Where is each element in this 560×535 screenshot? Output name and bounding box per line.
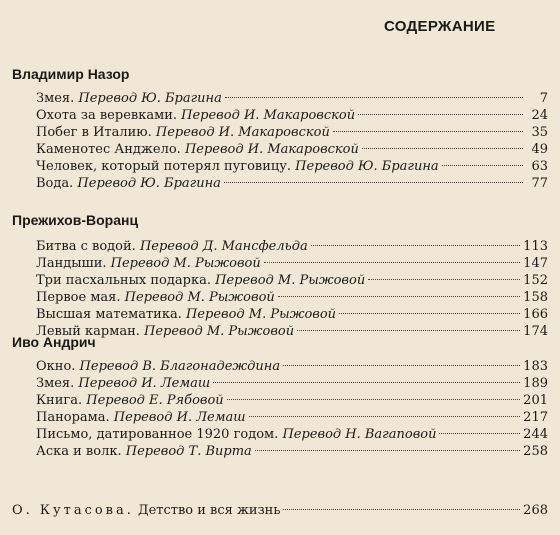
entry-page-number: 152 xyxy=(523,273,548,288)
entry-title: Аска и волк. xyxy=(36,444,122,459)
toc-entry[interactable] xyxy=(36,124,548,141)
entry-translator: Перевод Н. Вагаповой xyxy=(282,427,437,442)
toc-entry[interactable] xyxy=(36,107,548,124)
entry-title: Каменотес Анджело. xyxy=(36,142,181,157)
toc-entry[interactable] xyxy=(36,426,548,443)
dot-leader xyxy=(368,279,520,280)
entry-title: Ландыши. xyxy=(36,256,107,271)
dot-leader xyxy=(333,131,523,132)
entry-translator: Перевод И. Лемаш xyxy=(78,376,211,391)
toc-entry[interactable] xyxy=(36,141,548,158)
entry-page-number: 183 xyxy=(523,359,548,374)
toc-entry[interactable] xyxy=(36,175,548,192)
dot-leader xyxy=(278,296,520,297)
entry-page-number: 77 xyxy=(531,176,548,191)
entry-translator: Перевод И. Макаровской xyxy=(184,142,359,157)
entry-page-number: 35 xyxy=(531,125,548,140)
entry-title: Первое мая. xyxy=(36,290,121,305)
dot-leader xyxy=(339,313,520,314)
dot-leader xyxy=(249,416,521,417)
toc-entry[interactable] xyxy=(36,238,548,255)
entry-page-number: 158 xyxy=(523,290,548,305)
toc-entry[interactable] xyxy=(36,289,548,306)
entry-translator: Перевод Ю. Брагина xyxy=(77,176,221,191)
entry-page-number: 189 xyxy=(523,376,548,391)
entry-page-number: 147 xyxy=(523,256,548,271)
dot-leader xyxy=(283,365,520,366)
toc-entry[interactable] xyxy=(36,158,548,175)
entry-title: Панорама. xyxy=(36,410,110,425)
section-entries xyxy=(36,238,548,340)
entry-title: Детство и вся жизнь xyxy=(138,503,281,518)
entry-title: Окно. xyxy=(36,359,76,374)
entry-translator: Перевод М. Рыжовой xyxy=(215,273,366,288)
section-author: Владимир Назор xyxy=(12,66,130,82)
entry-translator: Перевод Е. Рябовой xyxy=(86,393,224,408)
dot-leader xyxy=(358,114,523,115)
dot-leader xyxy=(224,182,523,183)
entry-translator: Перевод Ю. Брагина xyxy=(78,91,222,106)
section-author: Прежихов-Воранц xyxy=(12,212,139,228)
entry-title: Человек, который потерял пуговицу. xyxy=(36,159,292,174)
entry-page-number: 174 xyxy=(523,324,548,339)
toc-entry[interactable] xyxy=(12,502,548,519)
entry-page-number: 258 xyxy=(523,444,548,459)
toc-entry[interactable] xyxy=(36,323,548,340)
section-author: Иво Андрич xyxy=(12,334,96,350)
entry-page-number: 7 xyxy=(539,91,548,106)
page-title: СОДЕРЖАНИЕ xyxy=(384,18,496,35)
entry-translator: Перевод М. Рыжовой xyxy=(144,324,295,339)
dot-leader xyxy=(442,165,523,166)
entry-title: Змея. xyxy=(36,91,75,106)
dot-leader xyxy=(439,433,520,434)
entry-translator: Перевод М. Рыжовой xyxy=(110,256,261,271)
entry-page-number: 217 xyxy=(523,410,548,425)
dot-leader xyxy=(264,262,520,263)
toc-entry[interactable] xyxy=(36,90,548,107)
entry-title: Побег в Италию. xyxy=(36,125,152,140)
entry-page-number: 24 xyxy=(531,108,548,123)
entry-page-number: 166 xyxy=(523,307,548,322)
entry-translator: Перевод И. Макаровской xyxy=(155,125,330,140)
section-entries xyxy=(36,358,548,460)
dot-leader xyxy=(255,450,520,451)
entry-title: Вода. xyxy=(36,176,74,191)
entry-page-number: 201 xyxy=(523,393,548,408)
toc-entry[interactable] xyxy=(36,255,548,272)
epilogue-author: О. Кутасова. xyxy=(12,503,134,518)
entry-translator: Перевод Т. Вирта xyxy=(125,444,252,459)
toc-entry[interactable] xyxy=(36,272,548,289)
entry-title: Охота за веревками. xyxy=(36,108,177,123)
entry-page-number: 49 xyxy=(531,142,548,157)
toc-entry[interactable] xyxy=(36,392,548,409)
dot-leader xyxy=(213,382,520,383)
entry-title: Письмо, датированное 1920 годом. xyxy=(36,427,279,442)
entry-translator: Перевод М. Рыжовой xyxy=(185,307,337,322)
dot-leader xyxy=(362,148,523,149)
dot-leader xyxy=(283,509,520,510)
epilogue-entry xyxy=(12,502,548,519)
entry-title: Битва с водой. xyxy=(36,239,136,254)
entry-page-number: 244 xyxy=(523,427,548,442)
entry-translator: Перевод И. Макаровской xyxy=(181,108,356,123)
entry-title: Книга. xyxy=(36,393,83,408)
entry-title: Змея. xyxy=(36,376,75,391)
toc-entry[interactable] xyxy=(36,358,548,375)
entry-translator: Перевод М. Рыжовой xyxy=(124,290,275,305)
dot-leader xyxy=(227,399,520,400)
dot-leader xyxy=(297,330,520,331)
toc-entry[interactable] xyxy=(36,375,548,392)
dot-leader xyxy=(225,97,523,98)
dot-leader xyxy=(311,245,520,246)
entry-translator: Перевод Д. Мансфельда xyxy=(139,239,308,254)
entry-translator: Перевод И. Лемаш xyxy=(113,410,246,425)
entry-title: Левый карман. xyxy=(36,324,140,339)
entry-page-number: 63 xyxy=(531,159,548,174)
toc-entry[interactable] xyxy=(36,409,548,426)
entry-translator: Перевод Ю. Брагина xyxy=(295,159,439,174)
toc-entry[interactable] xyxy=(36,443,548,460)
section-entries xyxy=(36,90,548,192)
entry-translator: Перевод В. Благонадеждина xyxy=(79,359,281,374)
toc-entry[interactable] xyxy=(36,306,548,323)
entry-page-number: 113 xyxy=(523,239,548,254)
entry-title: Три пасхальных подарка. xyxy=(36,273,211,288)
entry-title: Высшая математика. xyxy=(36,307,182,322)
entry-page-number: 268 xyxy=(523,503,548,518)
